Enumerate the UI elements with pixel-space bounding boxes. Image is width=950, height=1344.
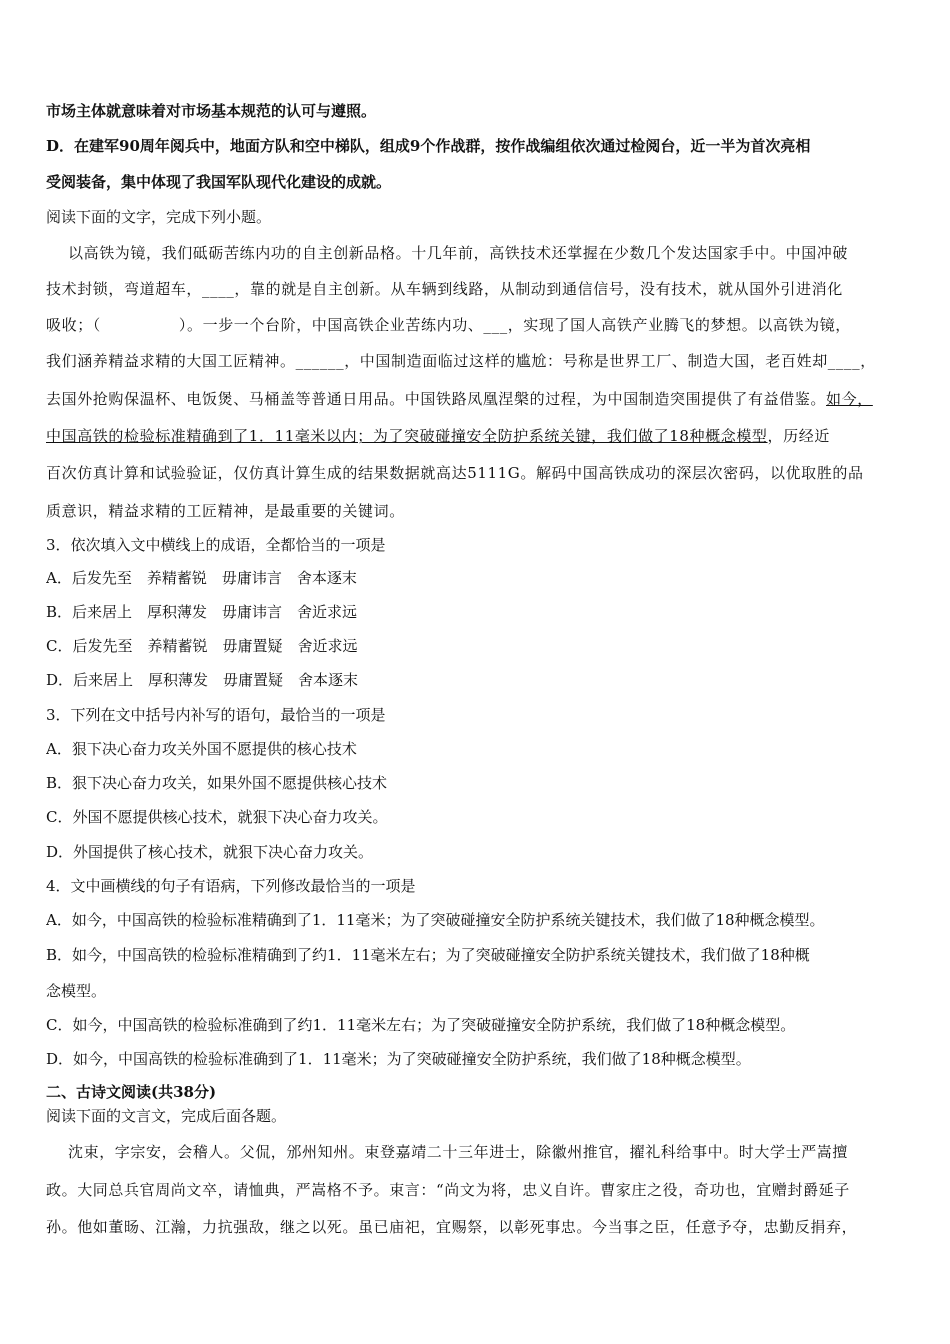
section-2-instruction: 阅读下面的文言文，完成后面各题。 xyxy=(46,1107,287,1125)
question-2-option-b: B．狠下决心奋力攻关，如果外国不愿提供核心技术 xyxy=(46,774,388,792)
question-2-option-a: A．狠下决心奋力攻关外国不愿提供的核心技术 xyxy=(46,740,357,758)
passage-line-5-text: 去国外抢购保温杯、电饭煲、马桶盖等普通日用品。中国铁路凤凰涅槃的过程，为中国制造突围提供了有益借鉴。 xyxy=(46,390,827,408)
question-3-option-b-line2: 念模型。 xyxy=(46,982,107,1000)
question-3-option-d: D．如今，中国高铁的检验标准确到了1．11毫米；为了突破碰撞安全防护系统，我们做了18种概念模型。 xyxy=(46,1050,751,1068)
option-d-prev-line2: 受阅装备，集中体现了我国军队现代化建设的成就。 xyxy=(46,173,392,191)
passage-line-2: 技术封锁，弯道超车，____，靠的就是自主创新。从车辆到线路，从制动到通信信号，没有技术，就从国外引进消化 xyxy=(46,280,843,298)
question-3-option-b-line1: B．如今，中国高铁的检验标准精确到了约1．11毫米左右；为了突破碰撞安全防护系统关键技术，我们做了18种概 xyxy=(46,946,810,964)
question-3-option-a: A．如今，中国高铁的检验标准精确到了1．11毫米；为了突破碰撞安全防护系统关键技术，我们做了18种概念模型。 xyxy=(46,911,825,929)
question-2-stem: 3．下列在文中括号内补写的语句，最恰当的一项是 xyxy=(46,706,386,724)
question-1-option-b: B．后来居上 厚积薄发 毋庸讳言 舍近求远 xyxy=(46,603,358,621)
question-3-option-c: C．如今，中国高铁的检验标准确到了约1．11毫米左右；为了突破碰撞安全防护系统，我们做了18种概念模型。 xyxy=(46,1016,796,1034)
question-1-option-d: D．后来居上 厚积薄发 毋庸置疑 舍本逐末 xyxy=(46,671,359,689)
question-2-option-d: D．外国提供了核心技术，就狠下决心奋力攻关。 xyxy=(46,843,374,861)
question-1-stem: 3．依次填入文中横线上的成语，全都恰当的一项是 xyxy=(46,536,386,554)
passage-line-6-tail: ，历经近 xyxy=(767,427,830,445)
passage-line-4: 我们涵养精益求精的大国工匠精神。______，中国制造面临过这样的尴尬：号称是世界工厂、制造大国，老百姓却____， xyxy=(46,352,876,370)
passage-line-8: 质意识，精益求精的工匠精神，是最重要的关键词。 xyxy=(46,502,405,520)
question-1-option-c: C．后发先至 养精蓄锐 毋庸置疑 舍近求远 xyxy=(46,637,358,655)
prev-text-line: 市场主体就意味着对市场基本规范的认可与遵照。 xyxy=(46,102,377,120)
classical-text-line-1: 沈束，字宗安，会稽人。父侃，邠州知州。束登嘉靖二十三年进士，除徽州推官，擢礼科给事中。时大学士严嵩擅 xyxy=(68,1143,849,1161)
option-d-prev-line1: D．在建军90周年阅兵中，地面方队和空中梯队，组成9个作战群，按作战编组依次通过检阅台，近一半为首次亮相 xyxy=(46,137,811,155)
underlined-sentence: 中国高铁的检验标准精确到了1．11毫米以内；为了突破碰撞安全防护系统关键，我们做了18种概念模型 xyxy=(46,427,768,445)
question-3-stem: 4．文中画横线的句子有语病，下列修改最恰当的一项是 xyxy=(46,877,416,895)
passage-line-5 xyxy=(46,389,920,409)
reading-instruction: 阅读下面的文字，完成下列小题。 xyxy=(46,208,272,226)
question-1-option-a: A．后发先至 养精蓄锐 毋庸讳言 舍本逐末 xyxy=(46,569,357,587)
underlined-sentence-start: 如今， xyxy=(826,390,873,408)
classical-text-line-2: 政。大同总兵官周尚文卒，请恤典，严嵩格不予。束言：“尚文为将，忠义自许。曹家庄之役，奇功也，宜赠封爵延子 xyxy=(46,1181,850,1199)
classical-text-line-3: 孙。他如董旸、江瀚，力抗强敌，继之以死。虽已庙祀，宜赐祭，以彰死事忠。今当事之臣，任意予夺，忠勤反捐弃， xyxy=(46,1218,858,1236)
passage-line-6 xyxy=(46,426,920,446)
question-2-option-c: C．外国不愿提供核心技术，就狠下决心奋力攻关。 xyxy=(46,808,388,826)
passage-line-3: 吸收；（ ）。一步一个台阶，中国高铁企业苦练内功、___，实现了国人高铁产业腾飞的梦想。以高铁为镜， xyxy=(46,316,851,334)
passage-line-7: 百次仿真计算和试验验证，仅仿真计算生成的结果数据就高达5111G。解码中国高铁成功的深层次密码，以优取胜的品 xyxy=(46,464,864,482)
passage-line-1: 以高铁为镜，我们砥砺苦练内功的自主创新品格。十几年前，高铁技术还掌握在少数几个发达国家手中。中国冲破 xyxy=(68,244,849,262)
section-2-heading: 二、古诗文阅读(共38分) xyxy=(46,1083,217,1101)
